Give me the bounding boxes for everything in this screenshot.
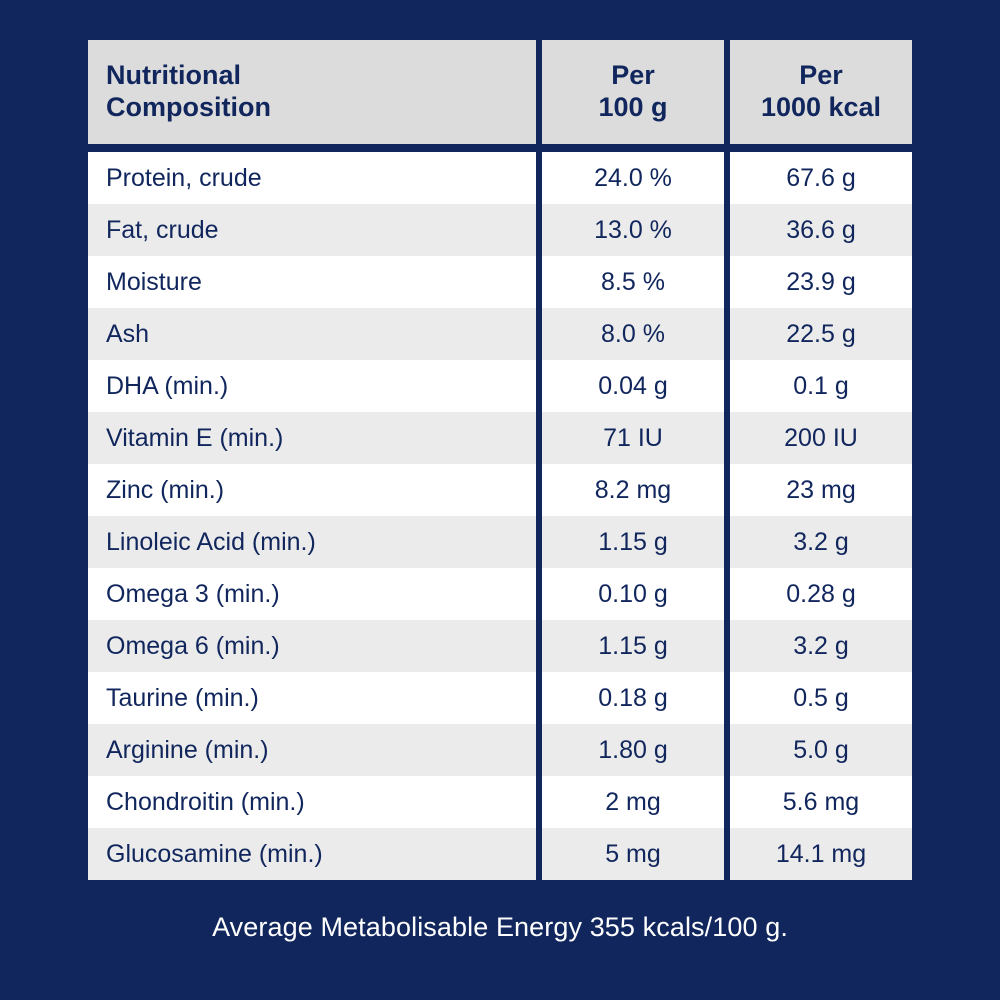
cell-per-100g: 8.2 mg [536,464,724,516]
cell-per-100g: 8.5 % [536,256,724,308]
table-row [88,412,912,464]
energy-footnote: Average Metabolisable Energy 355 kcals/100 g. [212,912,788,942]
cell-per-100g: 0.04 g [536,360,724,412]
header-per100g-line1: Per [611,60,655,91]
table-row [88,204,912,256]
cell-per-100g: 1.80 g [536,724,724,776]
divider-cell [88,144,912,152]
cell-nutrient-name: Arginine (min.) [88,724,536,776]
cell-nutrient-name: Ash [88,308,536,360]
cell-per-1000kcal: 22.5 g [724,308,912,360]
cell-nutrient-name: Glucosamine (min.) [88,828,536,880]
table-row [88,516,912,568]
nutritional-composition-table [88,40,912,880]
cell-nutrient-name: Zinc (min.) [88,464,536,516]
cell-per-1000kcal: 67.6 g [724,152,912,204]
cell-per-1000kcal: 14.1 mg [724,828,912,880]
cell-per-100g: 0.10 g [536,568,724,620]
header-composition-line2: Composition [106,92,271,122]
cell-per-1000kcal: 0.5 g [724,672,912,724]
cell-nutrient-name: Linoleic Acid (min.) [88,516,536,568]
cell-per-100g: 1.15 g [536,620,724,672]
header-body-divider [88,144,912,152]
cell-per-100g: 0.18 g [536,672,724,724]
cell-per-100g: 13.0 % [536,204,724,256]
cell-per-1000kcal: 23.9 g [724,256,912,308]
cell-per-100g: 5 mg [536,828,724,880]
cell-nutrient-name: Taurine (min.) [88,672,536,724]
table-row [88,672,912,724]
header-cell-per-1000kcal [724,40,912,144]
cell-nutrient-name: Vitamin E (min.) [88,412,536,464]
cell-per-1000kcal: 3.2 g [724,516,912,568]
cell-per-100g: 8.0 % [536,308,724,360]
cell-nutrient-name: Protein, crude [88,152,536,204]
cell-per-100g: 1.15 g [536,516,724,568]
table-row [88,828,912,880]
table-row [88,308,912,360]
nutrition-table-wrapper [88,40,912,880]
table-row [88,152,912,204]
cell-per-1000kcal: 36.6 g [724,204,912,256]
table-body [88,144,912,880]
cell-per-1000kcal: 23 mg [724,464,912,516]
table-row [88,776,912,828]
cell-nutrient-name: Omega 6 (min.) [88,620,536,672]
table-row [88,620,912,672]
cell-per-1000kcal: 5.6 mg [724,776,912,828]
cell-nutrient-name: Omega 3 (min.) [88,568,536,620]
table-row [88,568,912,620]
table-row [88,724,912,776]
cell-per-1000kcal: 0.1 g [724,360,912,412]
table-header [88,40,912,144]
cell-nutrient-name: Fat, crude [88,204,536,256]
cell-per-1000kcal: 3.2 g [724,620,912,672]
cell-nutrient-name: Moisture [88,256,536,308]
header-cell-composition [88,40,536,144]
cell-per-1000kcal: 5.0 g [724,724,912,776]
table-row [88,360,912,412]
header-row [88,40,912,144]
cell-per-100g: 2 mg [536,776,724,828]
cell-nutrient-name: Chondroitin (min.) [88,776,536,828]
table-row [88,256,912,308]
table-row [88,464,912,516]
header-per100g-line2: 100 g [598,92,668,122]
cell-per-1000kcal: 0.28 g [724,568,912,620]
cell-nutrient-name: DHA (min.) [88,360,536,412]
header-cell-per-100g [536,40,724,144]
header-per1000kcal-line2: 1000 kcal [760,92,882,122]
cell-per-1000kcal: 200 IU [724,412,912,464]
cell-per-100g: 71 IU [536,412,724,464]
header-per1000kcal-line1: Per [799,60,843,91]
cell-per-100g: 24.0 % [536,152,724,204]
header-composition-line1: Nutritional [106,60,241,91]
